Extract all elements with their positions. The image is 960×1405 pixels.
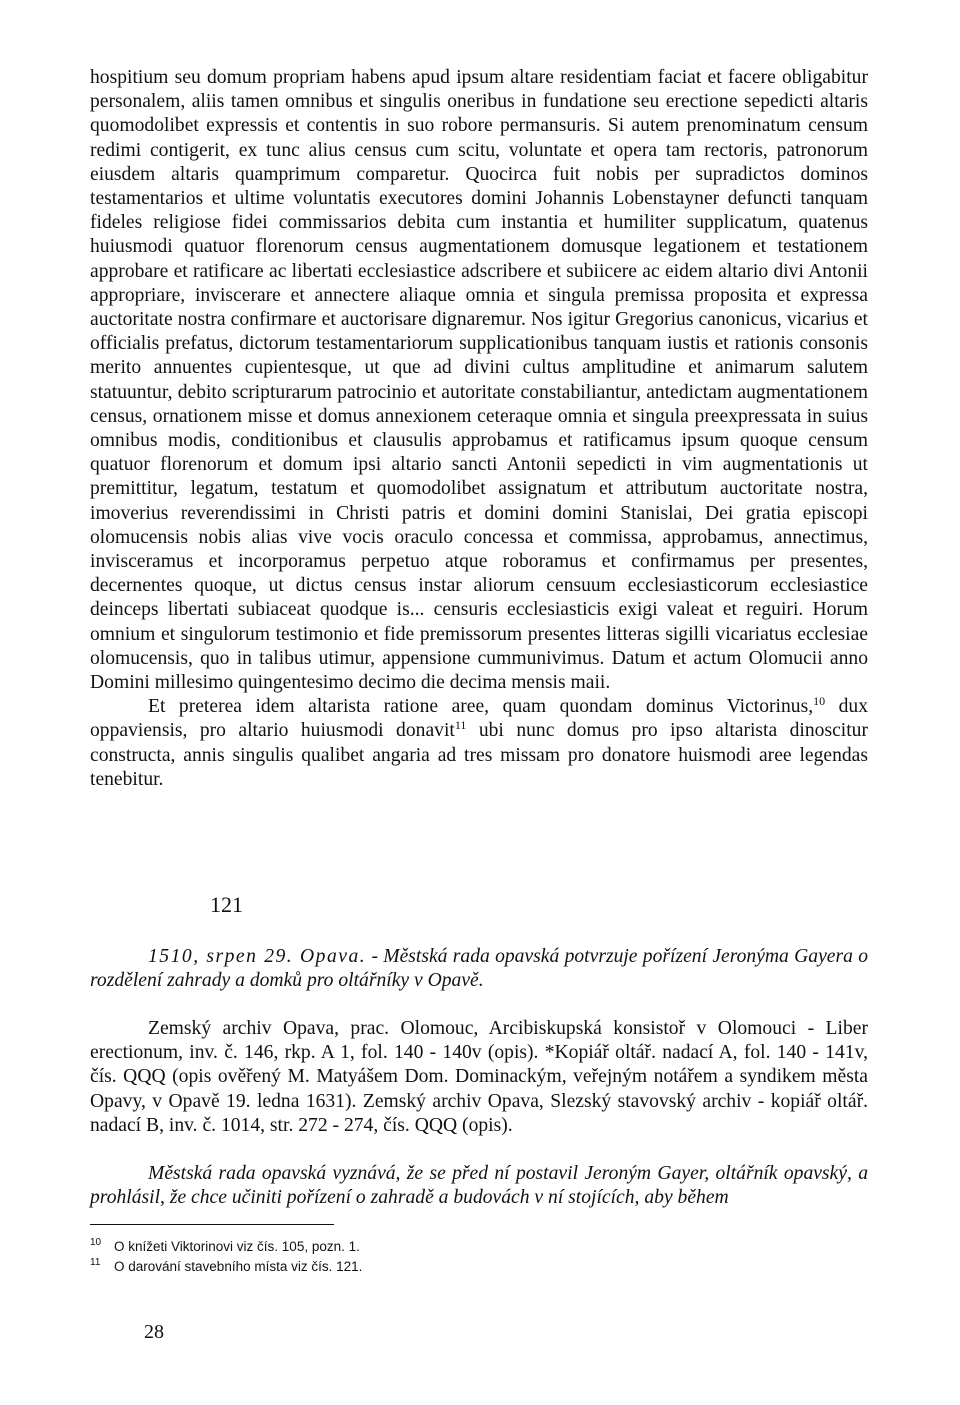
document-number: 121 xyxy=(210,892,243,917)
document-intro: Městská rada opavská vyznává, že se před ní postavil Jeroným Gayer, oltářník opavský, a prohlásil, že chce učiniti pořízení o zahradě a budovách v ní stojících, aby během xyxy=(90,1163,868,1209)
body-paragraph-1: hospitium seu domum propriam habens apud ipsum altare residentiam faciat et facere obligabitur personalem, aliis tamen omnibus et singulis oneribus in fundatione seu erectione sepedicti altaris quomodolibet expressis et contentis in suo robore permansuris. Si autem prenominatum censum redimi contigerit, ex tunc alius census cum scitu, voluntate et opera tam rectoris, patronorum eiusdem altaris quamprimum comparetur. Quocirca fuit nobis per supradictos dominos testamentarios et ultime voluntatis executores domini Johannis Lobenstayner defuncti tanquam fideles religiose fidei commissarios debita cum instantia et humiliter supplicatum, quatenus huiusmodi quatuor florenorum census augmentationem domusque legationem et testationem approbare et ratificare ac libertati ecclesiastice adscribere et subiicere ac eidem altario divi Antonii appropriare, inviscerare et annectere aliaque omnia et singula premissa proposita et expressa auctoritate nostra confirmare et auctorisare dignaremur. Nos igitur Gregorius canonicus, vicarius et officialis prefatus, dictorum testamentariorum supplicationibus tanquam iustis et rationis consonis merito annuentes cupientesque, ut que ad divini cultus amplitudine et animarum salutem statuuntur, debito scripturarum patrocinio et autoritate constabiliantur, antedictam augmentationem census, ornationem misse et domus annexionem ceteraque omnia et singula preexpressata in suius omnibus modis, conditionibus et clausulis approbamus et ratificamus ipsum quoque censum quatuor florenorum et domum ipsi altario sancti Antonii sepedicti in vim augmentationis ut premittitur, legatum, testatum et quomodolibet assignatum et attributum auctoritate nostra, imoverius reverendissimi in Christi patris et domini domini Stanislai, Dei gratia episcopi olomucensis nobis alias vive vocis oraculo concessa et commissa, approbamus, annectimus, invisceramus et incorporamus perpetuo atque roboramus et confirmamus per presentes, decernentes quoque, ut dictus census instar aliorum censuum ecclesiasticorum ecclesiastice deinceps libertati subiaceat quodque is... censuris ecclesiasticis exigi valeat et reguiri. Horum omnium et singulorum testimonio et fide premissorum presentes litteras sigilli vicariatus ecclesiae olomucensis, quo in talibus utimur, appensione cummunivimus. Datum et actum Olomucii anno Domini millesimo quingentesimo decimo die decima mensis maii. xyxy=(90,67,868,694)
paragraph-2-part-1: Et preterea idem altarista ratione aree, quam quondam dominus Victorinus, xyxy=(148,696,814,718)
footnote-number: 11 xyxy=(90,1257,101,1268)
footnotes xyxy=(90,1237,790,1277)
footnote-ref-10: 10 xyxy=(813,694,826,709)
footnote-number: 10 xyxy=(90,1237,102,1248)
regest xyxy=(90,945,868,993)
footnote-11 xyxy=(90,1257,790,1277)
regest-date: 1510, srpen 29. Opava. xyxy=(148,946,367,967)
footnote-text: O knížeti Viktorinovi viz čís. 105, pozn. 1. xyxy=(114,1239,360,1254)
body-paragraph-2 xyxy=(90,695,868,792)
archival-sources: Zemský archiv Opava, prac. Olomouc, Arcibiskupská konsistoř v Olomouci - Liber erectionum, inv. č. 146, rkp. A 1, fol. 140 - 140v (opis). *Kopiář oltář. nadací A, fol. 140 - 141v, čís. QQQ (opis ověřený M. Matyášem Dom. Dominackým, veřejným notářem a syndikem města Opavy, v Opavě 19. ledna 1631). Zemský archiv Opava, Slezský stavovský archiv - kopiář oltář. nadací B, inv. č. 1014, str. 272 - 274, čís. QQQ (opis). xyxy=(90,1018,868,1136)
main-text xyxy=(90,66,868,792)
footnote-text: O darování stavebního místa viz čís. 121. xyxy=(114,1259,363,1274)
footnote-divider xyxy=(90,1224,334,1225)
page-number: 28 xyxy=(144,1321,164,1343)
footnote-10 xyxy=(90,1237,790,1257)
footnote-ref-11: 11 xyxy=(454,718,467,733)
regest-text: - Městská rada opavská potvrzuje pořízení Jeronýma Gayera o rozdělení zahrady a domků pro oltářníky v Opavě. xyxy=(90,946,869,992)
paragraph-2-part-2: dux oppaviensis, pro altario huiusmodi donavit xyxy=(90,696,868,742)
paragraph-2-part-3: ubi nunc domus pro ipso altarista dinoscitur constructa, annis singulis qualibet angaria ad tres missam pro donatore huismodi aree legendas tenebitur. xyxy=(90,720,868,790)
